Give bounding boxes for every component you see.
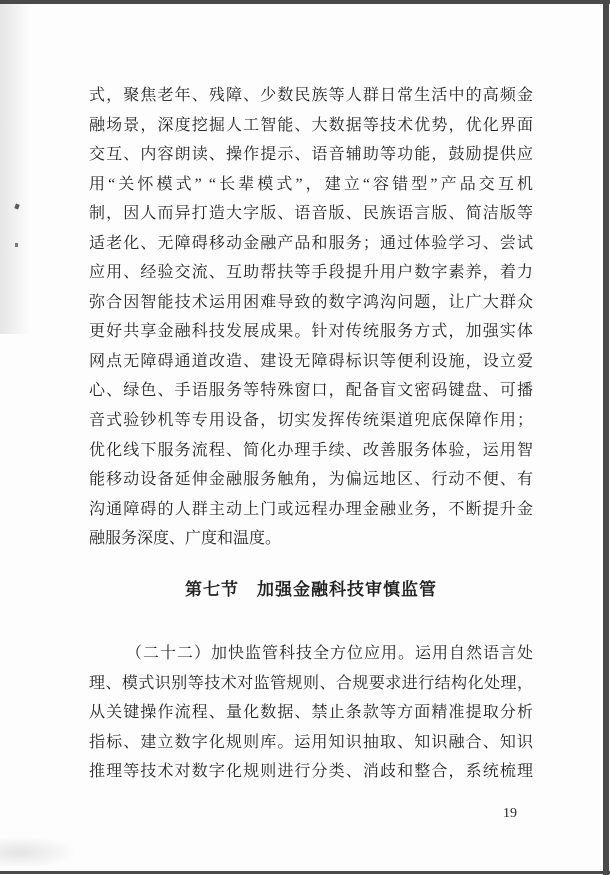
text-line: 更好共享金融科技发展成果。针对传统服务方式，加强实体 — [89, 323, 533, 341]
paragraph-item-22 — [89, 639, 533, 787]
text-line: 沟通障碍的人群主动上门或远程办理金融业务，不断提升金 — [89, 500, 533, 518]
scan-smudge-bottom-left — [0, 836, 78, 866]
text-line: 能移动设备延伸金融服务触角，为偏远地区、行动不便、有 — [89, 471, 533, 489]
scan-speck — [15, 243, 18, 247]
text-line: 指标、建立数字化规则库。运用知识抽取、知识融合、知识 — [89, 733, 533, 751]
text-line: 交互、内容朗读、操作提示、语音辅助等功能，鼓励提供应 — [89, 146, 533, 164]
text-line: 用“关怀模式” “长辈模式”，建立“容错型”产品交互机 — [89, 175, 533, 193]
section-heading: 第七节 加强金融科技审慎监管 — [185, 580, 437, 599]
scan-edge-bottom — [0, 871, 610, 874]
text-line: 推理等技术对数字化规则进行分类、消歧和整合，系统梳理 — [89, 763, 533, 781]
text-line: 融服务深度、广度和温度。 — [89, 530, 282, 548]
scan-edge-top — [0, 0, 610, 4]
text-line: 式，聚焦老年、残障、少数民族等人群日常生活中的高频金 — [89, 87, 533, 104]
text-line: 优化线下服务流程、简化办理手续、改善服务体验，运用智 — [89, 441, 533, 459]
text-line: 网点无障碍通道改造、建设无障碍标识等便利设施，设立爱 — [89, 352, 533, 370]
text-line: 融场景，深度挖掘人工智能、大数据等技术优势，优化界面 — [89, 116, 533, 134]
text-line: 制，因人而异打造大字版、语音版、民族语言版、简洁版等 — [89, 205, 533, 223]
text-line: 理、模式识别等技术对监管规则、合规要求进行结构化处理， — [89, 674, 533, 692]
text-line: 弥合因智能技术运用困难导致的数字鸿沟问题，让广大群众 — [89, 293, 533, 311]
text-line: 从关键操作流程、量化数据、禁止条款等方面精准提取分析 — [89, 704, 533, 722]
text-line: 适老化、无障碍移动金融产品和服务；通过体验学习、尝试 — [89, 234, 533, 252]
text-line: （二十二）加快监管科技全方位应用。运用自然语言处 — [126, 645, 533, 662]
text-line: 心、绿色、手语服务等特殊窗口，配备盲文密码键盘、可播 — [89, 382, 533, 400]
text-line: 音式验钞机等专用设备，切实发挥传统渠道兜底保障作用； — [89, 412, 533, 430]
scan-edge-right — [603, 0, 609, 875]
text-line: 应用、经验交流、互助帮扶等手段提升用户数字素养，着力 — [89, 264, 533, 282]
scan-shadow-left — [0, 4, 30, 334]
page-number: 19 — [503, 806, 517, 821]
paragraph-continuation — [89, 81, 533, 554]
